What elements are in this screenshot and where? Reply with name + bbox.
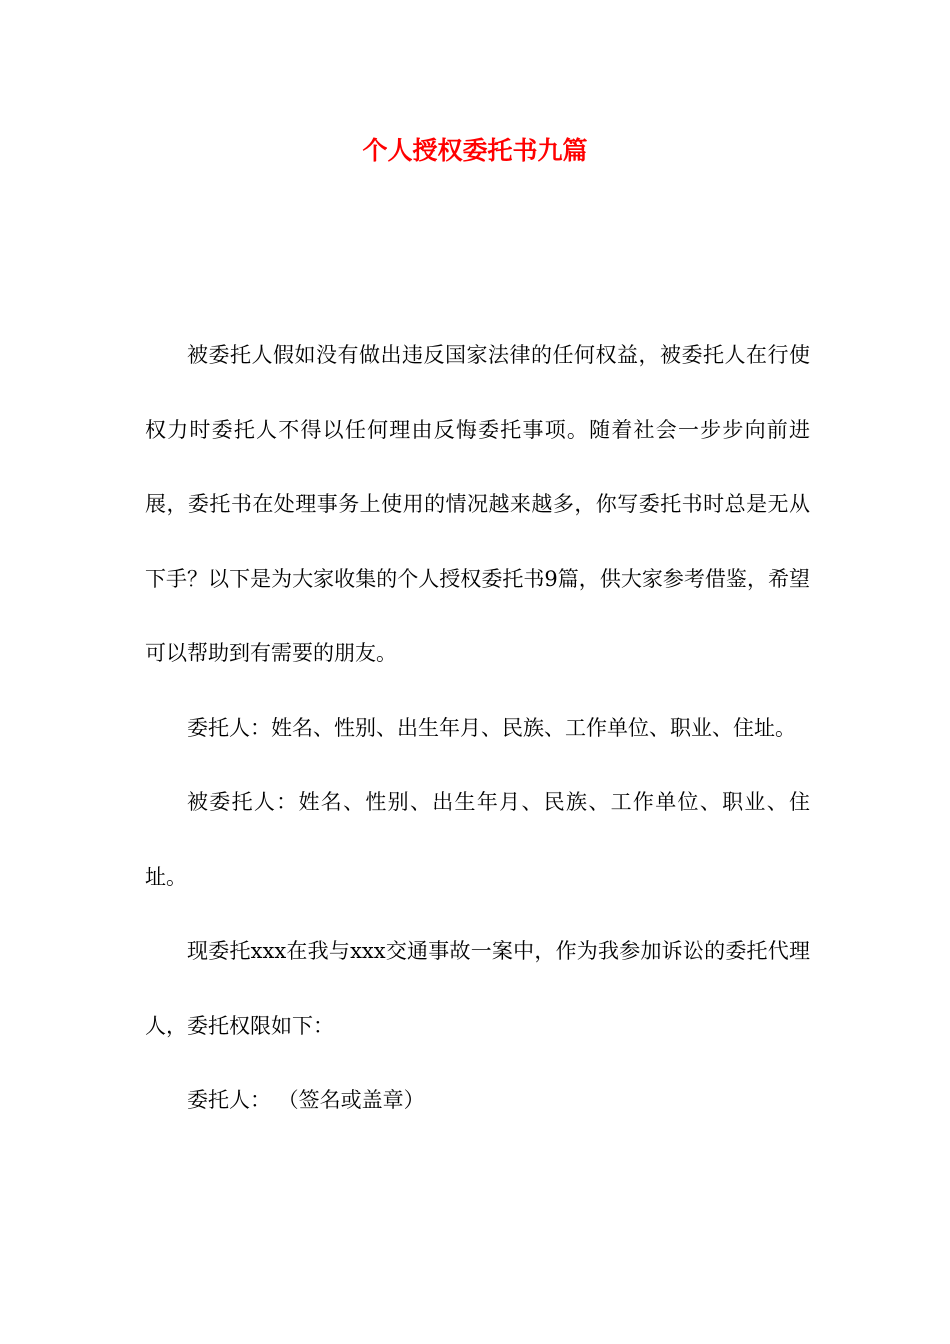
paragraph-intro: 被委托人假如没有做出违反国家法律的任何权益，被委托人在行使权力时委托人不得以任何理由反悔委托事项。随着社会一步步向前进展，委托书在处理事务上使用的情况越来越多，你写委托书时总是无从下手？以下是为大家收集的个人授权委托书9篇，供大家参考借鉴，希望可以帮助到有需要的朋友。 [145,343,810,665]
paragraph-agent: 被委托人：姓名、性别、出生年月、民族、工作单位、职业、住址。 [145,790,810,889]
paragraph-principal: 委托人：姓名、性别、出生年月、民族、工作单位、职业、住址。 [187,715,796,740]
paragraph-entrustment: 现委托xxx在我与xxx交通事故一案中，作为我参加诉讼的委托代理人，委托权限如下： [145,939,810,1038]
document-title: 个人授权委托书九篇 [362,136,588,165]
paragraph-signature: 委托人： （签名或盖章） [187,1088,425,1112]
document-body [145,318,810,1138]
